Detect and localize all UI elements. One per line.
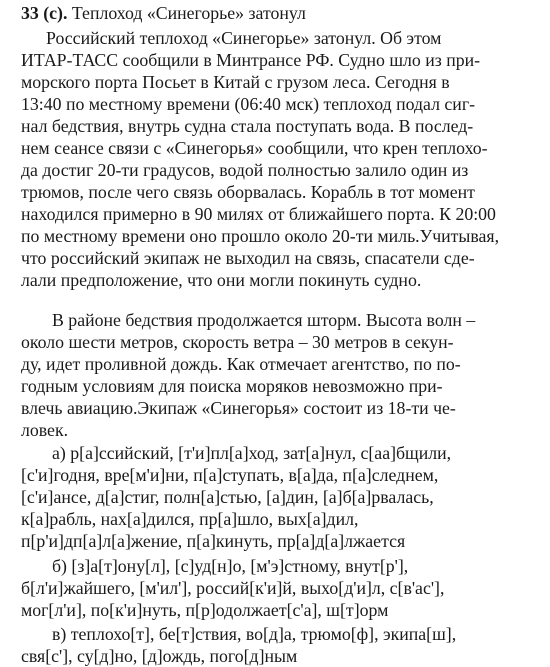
text-line: 13:40 по местному времени (06:40 мск) теплоход подал сиг- <box>21 94 476 114</box>
answer-line: к[а]рабль, нах[а]дился, пр[а]шло, вых[а]дил, <box>21 509 359 529</box>
exercise-title: Теплоход «Синегорье» затонул <box>67 3 306 23</box>
text-line: ловек. <box>21 420 69 440</box>
answer-line: мог[л'и], по[к'и]нуть, п[р]одолжает[с'а], ш[т]орм <box>21 600 389 620</box>
text-line: нал бедствия, внутрь судна стала поступать вода. В послед- <box>21 116 474 136</box>
text-line: что российский экипаж не выходил на связь, спасатели сде- <box>21 248 475 268</box>
answer-line: б[л'и]жайшего, [м'ил'], россий[к'и]й, выхо[д'и]л, с[в'ас'], <box>21 578 445 598</box>
text-line: находился примерно в 90 милях от ближайшего порта. К 20:00 <box>21 204 496 224</box>
exercise-number: 33 (с). <box>21 3 68 23</box>
text-line: ИТАР-ТАСС сообщили в Минтрансе РФ. Судно шло из при- <box>21 50 481 70</box>
text-line: Российский теплоход «Синегорье» затонул. Об этом <box>46 28 442 48</box>
text-line: ду, идет проливной дождь. Как отмечает агентство, по по- <box>21 354 461 374</box>
answer-line: [с'и]годня, вре[м'и]ни, п[а]ступать, в[а]да, п[а]следнем, <box>21 465 439 485</box>
text-line: морского порта Посьет в Китай с грузом леса. Сегодня в <box>21 72 450 92</box>
answer-line: в) теплохо[т], бе[т]ствия, во[д]а, трюмо[ф], экипа[ш], <box>52 624 457 644</box>
answer-line: а) р[а]ссийский, [т'и]пл[а]ход, зат[а]нул, с[аа]бщили, <box>52 443 452 463</box>
text-line: по местному времени оно прошло около 20-ти миль.Учитывая, <box>21 226 500 246</box>
text-line: влечь авиацию.Экипаж «Синегорья» состоит из 18-ти че- <box>21 398 456 418</box>
text-line: трюмов, после чего связь оборвалась. Корабль в тот момент <box>21 182 475 202</box>
text-line: В районе бедствия продолжается шторм. Высота волн – <box>52 310 476 330</box>
text-line: лали предположение, что они могли покинуть судно. <box>21 270 422 290</box>
exercise-heading <box>21 2 306 24</box>
answer-line: свя[с'], су[д]но, [д]ождь, пого[д]ным <box>21 646 298 666</box>
text-line: около шести метров, скорость ветра – 30 метров в секун- <box>21 332 454 352</box>
text-line: да достиг 20-ти градусов, водой полностью залило один из <box>21 160 469 180</box>
text-line: нем сеансе связи с «Синегорья» сообщили, что крен теплохо- <box>21 138 488 158</box>
text-line: годным условиям для поиска моряков невозможно при- <box>21 376 443 396</box>
answer-line: [с'и]ансе, д[а]стиг, полн[а]стью, [а]дин, [а]б[а]рвалась, <box>21 487 434 507</box>
answer-line: б) [з]а[т]ону[л], [с]уд[н]о, [м'э]стному, внут[р'], <box>52 556 409 576</box>
answer-line: п[р'и]дп[а]л[а]жение, п[а]кинуть, пр[а]д[а]лжается <box>21 531 406 551</box>
